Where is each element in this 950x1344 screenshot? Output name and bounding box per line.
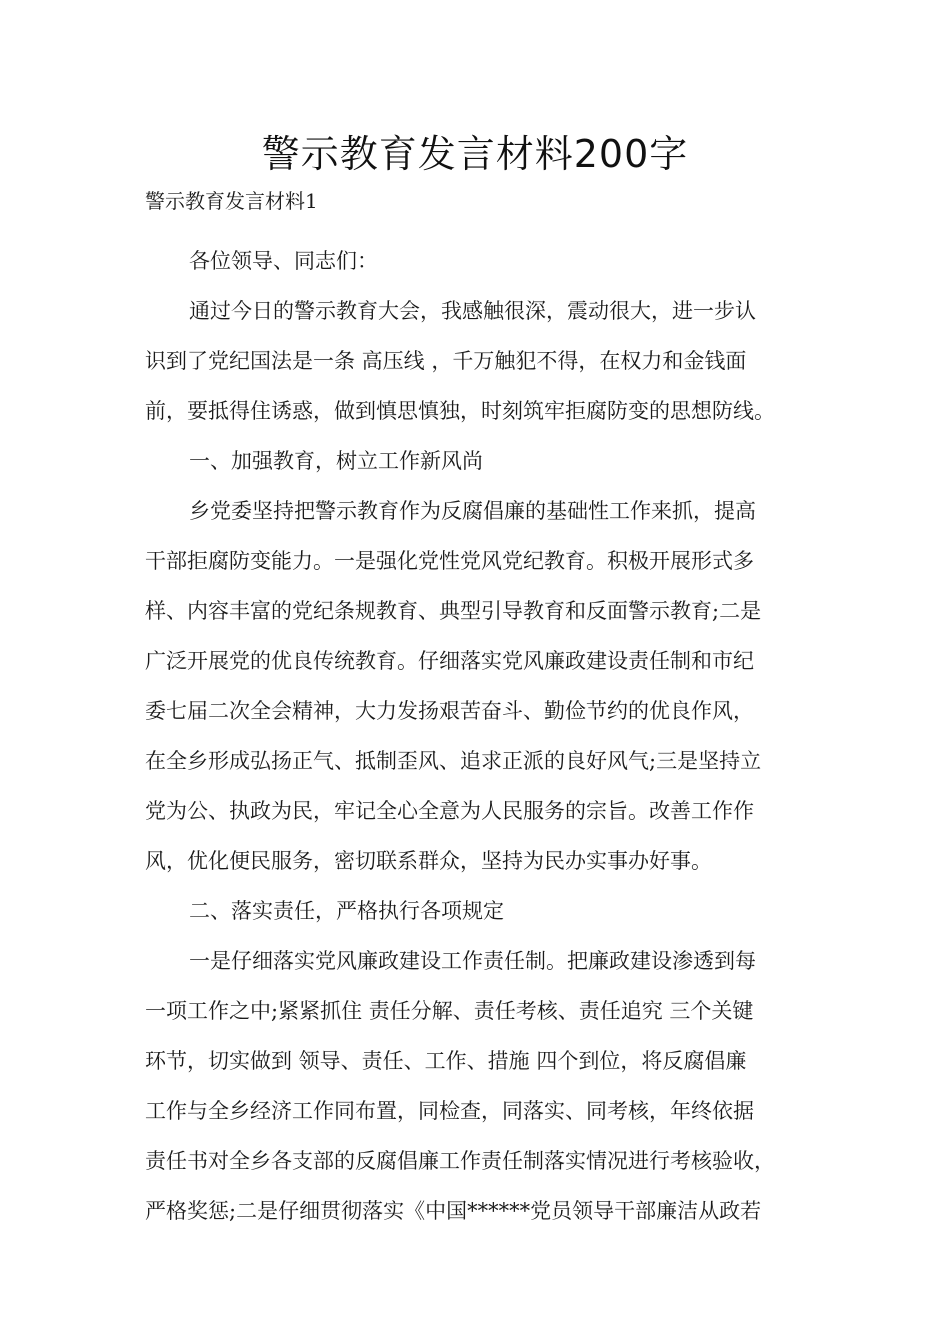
body-line: 样、内容丰富的党纪条规教育、典型引导教育和反面警示教育;二是 [145,599,762,623]
document-subtitle: 警示教育发言材料1 [145,189,318,213]
body-line: 二、落实责任，严格执行各项规定 [189,899,504,923]
body-line: 通过今日的警示教育大会，我感触很深，震动很大，进一步认 [189,299,756,323]
body-line: 责任书对全乡各支部的反腐倡廉工作责任制落实情况进行考核验收， [145,1149,775,1173]
body-line: 一是仔细落实党风廉政建设工作责任制。把廉政建设渗透到每 [189,949,756,973]
document-body [145,236,825,1236]
body-line: 干部拒腐防变能力。一是强化党性党风党纪教育。积极开展形式多 [145,549,754,573]
body-line: 前，要抵得住诱惑，做到慎思慎独，时刻筑牢拒腐防变的思想防线。 [145,399,775,423]
body-line: 严格奖惩;二是仔细贯彻落实《中国******党员领导干部廉洁从政若 [145,1199,762,1223]
document-title: 警示教育发言材料200字 [261,132,689,176]
body-line: 一、加强教育，树立工作新风尚 [189,449,483,473]
body-line: 风，优化便民服务，密切联系群众，坚持为民办实事办好事。 [145,849,712,873]
body-line: 一项工作之中;紧紧抓住 责任分解、责任考核、责任追究 三个关键 [145,999,754,1023]
body-line: 识到了党纪国法是一条 高压线 ，千万触犯不得，在权力和金钱面 [145,349,747,373]
body-line: 广泛开展党的优良传统教育。仔细落实党风廉政建设责任制和市纪 [145,649,754,673]
body-line: 环节，切实做到 领导、责任、工作、措施 四个到位，将反腐倡廉 [145,1049,747,1073]
body-line: 党为公、执政为民，牢记全心全意为人民服务的宗旨。改善工作作 [145,799,754,823]
body-line: 委七届二次全会精神，大力发扬艰苦奋斗、勤俭节约的优良作风， [145,699,754,723]
body-line: 各位领导、同志们： [189,249,378,273]
body-line: 工作与全乡经济工作同布置，同检查，同落实、同考核，年终依据 [145,1099,754,1123]
body-line: 乡党委坚持把警示教育作为反腐倡廉的基础性工作来抓，提高 [189,499,756,523]
body-line: 在全乡形成弘扬正气、抵制歪风、追求正派的良好风气;三是坚持立 [145,749,762,773]
